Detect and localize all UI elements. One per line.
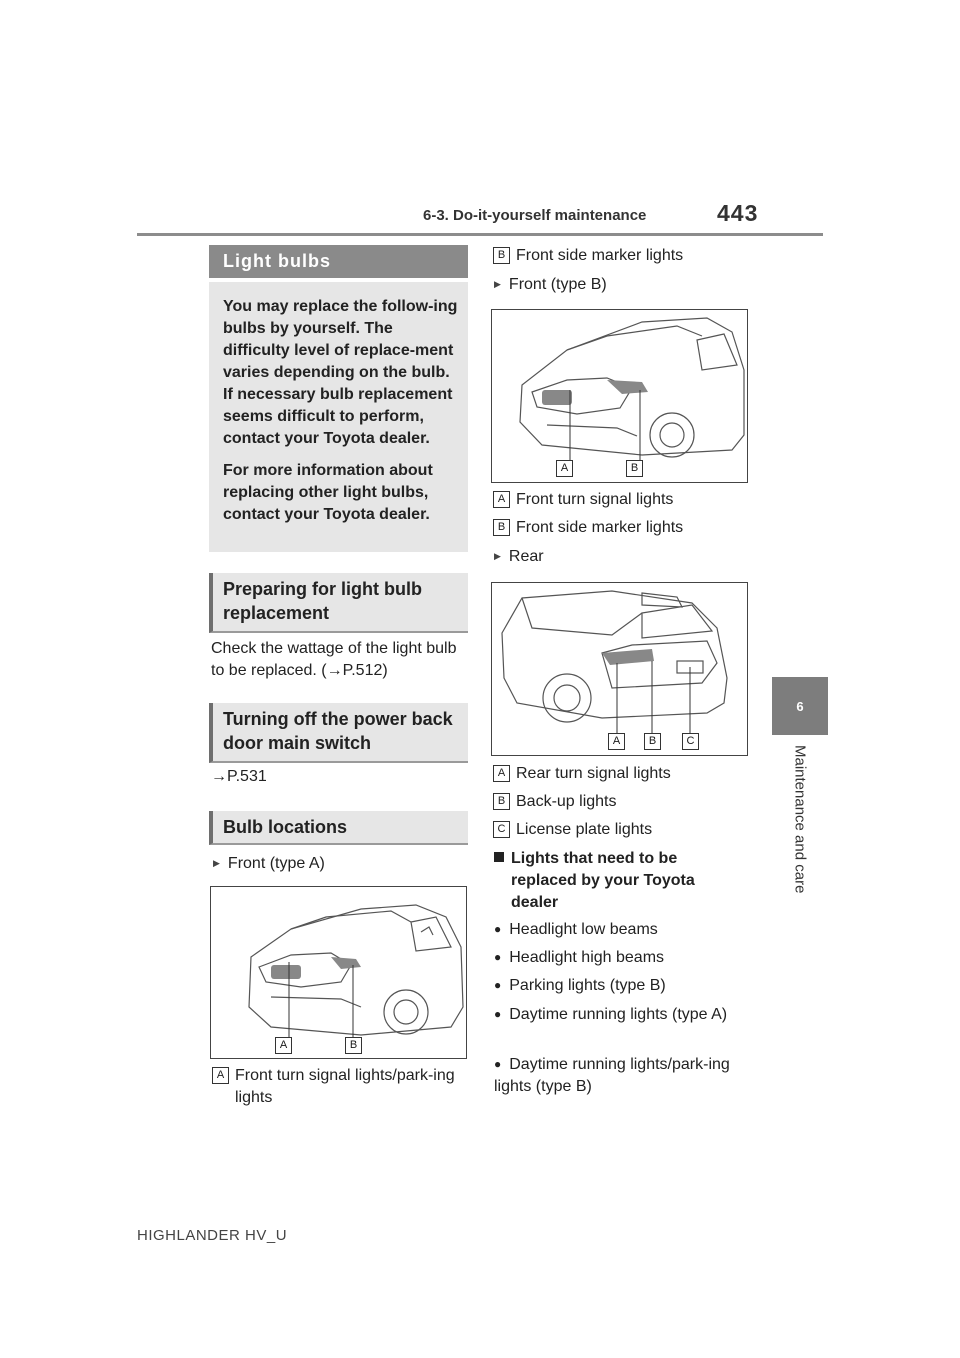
tag-c: C — [493, 821, 510, 838]
tag-b: B — [493, 519, 510, 536]
dealer-heading — [494, 848, 734, 914]
rear-item-c — [493, 819, 652, 841]
dealer-heading-text: Lights that need to be replaced by your Toyota dealer — [511, 850, 695, 911]
rear-label: ▶ Rear — [494, 546, 544, 569]
rear-item-b-text: Back-up lights — [516, 793, 617, 810]
front-a-item-a-text: Front turn signal lights/park-ing lights — [235, 1067, 455, 1106]
front-type-a-car-illustration — [211, 887, 466, 1058]
rear-item-b — [493, 791, 617, 813]
figure-tag-b: B — [345, 1037, 362, 1054]
chapter-title-label: Maintenance and care — [791, 745, 809, 894]
bulb-locations-heading: Bulb locations — [209, 811, 468, 845]
front-b-item-a-text: Front turn signal lights — [516, 491, 674, 508]
intro-paragraph-1: You may replace the follow-ing bulbs by yourself. The difficulty level of replace-ment varies depending on the bulb. If necessary bulb replacement seems difficult to perform, contact your Toyota dealer. — [223, 298, 458, 447]
power-door-ref: →P.531 — [211, 768, 267, 785]
front-a-item-b — [493, 245, 683, 267]
front-a-item-b-text: Front side marker lights — [516, 247, 684, 264]
front-b-item-a — [493, 489, 673, 511]
figure-tag-b: B — [626, 460, 643, 477]
tag-a: A — [493, 765, 510, 782]
preparing-heading: Preparing for light bulb replacement — [209, 573, 468, 633]
tag-a: A — [493, 491, 510, 508]
front-type-b-label: ▶ Front (type B) — [494, 274, 607, 297]
tag-b: B — [493, 247, 510, 264]
page-number: 443 — [717, 200, 759, 226]
figure-tag-c: C — [682, 733, 699, 750]
chapter-title-vertical — [775, 745, 825, 935]
dealer-item: ● Headlight low beams — [494, 919, 658, 941]
light-bulbs-title: Light bulbs — [209, 245, 468, 278]
tag-b: B — [493, 793, 510, 810]
dealer-item: ● Daytime running lights/park-ing lights (type B) — [494, 1054, 739, 1098]
intro-box — [209, 282, 468, 552]
header-divider — [137, 233, 823, 236]
dealer-item: ● Daytime running lights (type A) — [494, 1004, 739, 1026]
front-b-item-b — [493, 517, 683, 539]
rear-car-illustration — [492, 583, 747, 755]
model-footer: HIGHLANDER HV_U — [137, 1227, 288, 1244]
dealer-item: ● Headlight high beams — [494, 947, 664, 969]
front-type-b-figure — [491, 309, 748, 483]
front-b-item-b-text: Front side marker lights — [516, 519, 684, 536]
tag-a: A — [212, 1067, 229, 1084]
section-title: 6-3. Do-it-yourself maintenance — [423, 207, 647, 224]
rear-item-c-text: License plate lights — [516, 821, 653, 838]
intro-paragraph-2: For more information about replacing other light bulbs, contact your Toyota dealer. — [223, 462, 433, 523]
figure-tag-a: A — [608, 733, 625, 750]
preparing-text: Check the wattage of the light bulb to be replaced. (→P.512) — [211, 640, 457, 679]
rear-item-a-text: Rear turn signal lights — [516, 765, 671, 782]
figure-tag-b: B — [644, 733, 661, 750]
rear-figure — [491, 582, 748, 756]
square-bullet-icon — [494, 852, 504, 862]
figure-tag-a: A — [275, 1037, 292, 1054]
power-door-heading: Turning off the power back door main switch — [209, 703, 468, 763]
front-type-a-figure — [210, 886, 467, 1059]
front-type-b-car-illustration — [492, 310, 747, 482]
front-a-item-a — [212, 1065, 468, 1109]
figure-tag-a: A — [556, 460, 573, 477]
dealer-item: ● Parking lights (type B) — [494, 975, 666, 997]
chapter-tab: 6 — [772, 677, 828, 735]
front-type-a-label: ▶ Front (type A) — [213, 853, 325, 876]
rear-item-a — [493, 763, 671, 785]
